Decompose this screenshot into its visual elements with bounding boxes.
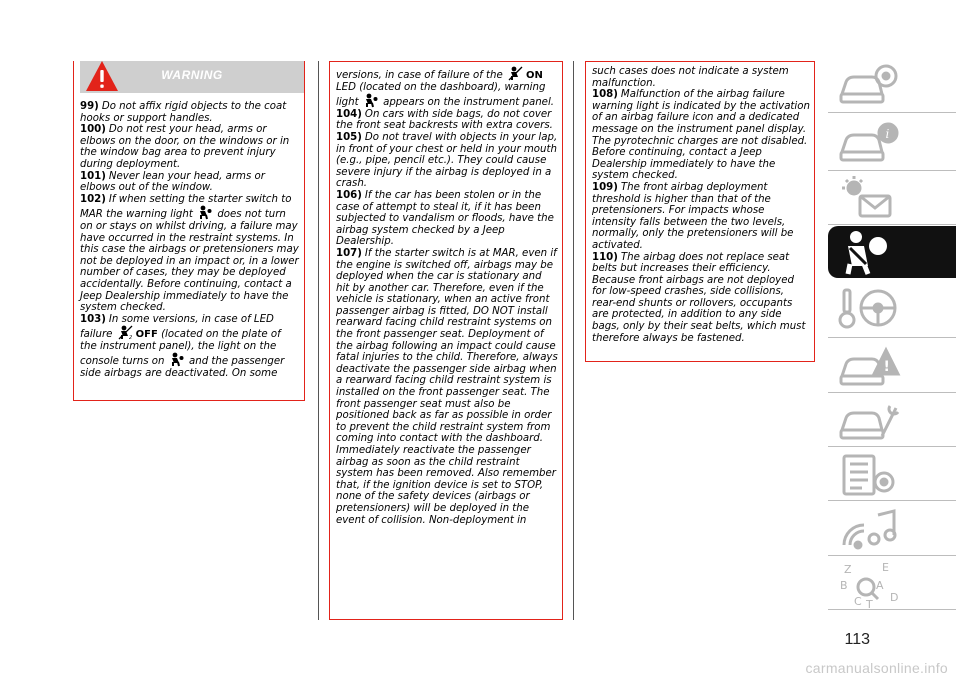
index-letter: B bbox=[840, 579, 848, 592]
tab-separator bbox=[828, 392, 956, 393]
page-number: 113 bbox=[844, 631, 870, 648]
passenger-airbag-off-icon bbox=[118, 325, 134, 340]
car-maintenance-icon bbox=[838, 396, 902, 444]
index-letter: E bbox=[882, 561, 889, 574]
svg-text:2: 2 bbox=[128, 335, 132, 341]
warning-continuation-box bbox=[585, 61, 815, 362]
tab-separator bbox=[828, 446, 956, 447]
tab-emergency[interactable] bbox=[828, 340, 956, 392]
warning-item-108: 108) Malfunction of the airbag failure warning light is indicated by the activation of an airbag failure icon and a dedicated message on the instrument panel display. The pyrotechnic charges are not disabled. Before continuing, contact a Jeep Dealership immediately to have the system checked. bbox=[592, 89, 810, 182]
tab-multimedia[interactable] bbox=[828, 503, 956, 555]
index-search-icon bbox=[838, 559, 918, 611]
tab-separator bbox=[828, 500, 956, 501]
index-letter: Z bbox=[844, 563, 852, 576]
warning-item-104: 104) On cars with side bags, do not cover the front seat backrests with extra covers. bbox=[336, 108, 553, 132]
index-letter: C bbox=[854, 595, 862, 608]
tab-dashboard[interactable] bbox=[828, 116, 956, 168]
tab-technical-data[interactable] bbox=[828, 448, 956, 500]
watermark: carmanualsonline.info bbox=[805, 660, 948, 676]
warning-header bbox=[80, 61, 304, 93]
tab-index[interactable] bbox=[828, 557, 956, 609]
lights-message-icon bbox=[838, 174, 902, 222]
warning-item-105: 105) Do not travel with objects in your lap, in front of your chest or held in your mouth (e.g., pipe, pencil etc.). They could cause severe injury if the airbag is deployed in a crash. bbox=[336, 131, 558, 190]
warning-item-103: 103) In some versions, in case of LED failure 2 OFF (located on the plate of the instrument panel), the light on the console turns on and the passenger side airbags are deactivated. On some bbox=[80, 313, 285, 380]
warning-continuation-box bbox=[329, 61, 563, 620]
warning-item-100: 100) Do not rest your head, arms or elbows on the door, on the windows or in the window bag area to prevent injury during deployment. bbox=[80, 124, 290, 170]
airbag-warning-light-icon bbox=[170, 352, 184, 367]
passenger-airbag-on-icon bbox=[508, 66, 524, 81]
warning-item-102: 102) If when setting the starter switch to MAR the warning light does not turn on or stays on whilst driving, a failure may have occurred in the restraint systems. In this case the airbags or pretensioners may not be deployed in an impact or, in a lower number of cases, they may be deployed accidentally. Before continuing, contact a Jeep Dealership immediately to have the system checked. bbox=[80, 193, 299, 314]
tab-separator bbox=[828, 224, 956, 225]
column-divider bbox=[573, 61, 574, 620]
tab-separator bbox=[828, 337, 956, 338]
airbag-warning-light-icon bbox=[364, 93, 378, 108]
airbag-seatbelt-icon bbox=[838, 228, 902, 276]
multimedia-icon bbox=[838, 505, 902, 553]
off-label: OFF bbox=[135, 329, 158, 341]
tab-separator bbox=[828, 112, 956, 113]
index-letter: A bbox=[876, 579, 884, 592]
on-label: ON bbox=[526, 70, 543, 81]
car-steering-icon bbox=[838, 60, 902, 108]
index-letter: D bbox=[890, 591, 899, 604]
car-info-icon bbox=[838, 118, 902, 166]
warning-item-110: 110) The airbag does not replace seat belts but increases their efficiency. Because front airbags are not deployed for low-speed crashes, side collisions, rear-end shunts or rollovers, occupants are protected, in addition to any side bags, only by their seat belts, which must therefore always be fastened. bbox=[592, 251, 806, 344]
warning-box bbox=[73, 61, 305, 401]
car-emergency-icon bbox=[838, 342, 902, 390]
warning-item-101: 101) Never lean your head, arms or elbows out of the window. bbox=[80, 170, 265, 194]
warning-item-99: 99) Do not affix rigid objects to the coat hooks or support handles. bbox=[80, 101, 287, 124]
tab-separator bbox=[828, 555, 956, 556]
warning-item-109: 109) The front airbag deployment threshold is higher than that of the pretensioners. For impacts whose intensity falls between the two levels, normally, only the pretensioners will be activated. bbox=[592, 181, 794, 251]
intro-paragraph: such cases does not indicate a system malfunction. bbox=[592, 66, 789, 89]
tab-safety[interactable] bbox=[828, 226, 956, 278]
airbag-warning-light-icon bbox=[198, 205, 212, 220]
tab-servicing[interactable] bbox=[828, 394, 956, 446]
svg-text:!: ! bbox=[883, 359, 890, 375]
intro-paragraph: versions, in case of failure of the ON LED (located on the dashboard), warning light appears on the instrument panel. bbox=[336, 66, 558, 109]
tab-starting-driving[interactable] bbox=[828, 282, 956, 334]
svg-text:i: i bbox=[885, 127, 890, 141]
column-divider bbox=[318, 61, 319, 620]
warning-item-106: 106) If the car has been stolen or in the case of attempt to steal it, if it has been subjected to vandalism or floods, have the airbag system checked by a Jeep Dealership. bbox=[336, 189, 554, 248]
tab-separator bbox=[828, 170, 956, 171]
steering-wheel-start-icon bbox=[838, 284, 902, 332]
tab-lights-messages[interactable] bbox=[828, 172, 956, 224]
warning-item-107: 107) If the starter switch is at MAR, even if the engine is switched off, airbags may be deployed when the car is stationary and hit by another car. Therefore, even if the vehicle is stationary, when an active front passenger airbag is fitted, DO NOT install rearward facing child restraint systems on the front passenger seat. Deployment of the airbag following an impact could cause fatal injuries to the child. Therefore, always deactivate the passenger side airbag when a rearward facing child restraint system is installed on the front passenger seat. The front passenger seat must also be positioned back as far as possible in order to prevent the child restraint system from coming into contact with the dashboard. Immediately reactivate the passenger airbag as soon as the child restraint system has been removed. Also remember that, if the ignition device is set to STOP, none of the safety devices (airbags or pretensioners) will be deployed in the event of collision. Non-deployment in bbox=[336, 247, 558, 526]
specs-gear-icon bbox=[838, 450, 902, 498]
index-letter: T bbox=[866, 598, 873, 611]
warning-title: WARNING bbox=[161, 68, 223, 82]
tab-car-overview[interactable] bbox=[828, 58, 956, 110]
